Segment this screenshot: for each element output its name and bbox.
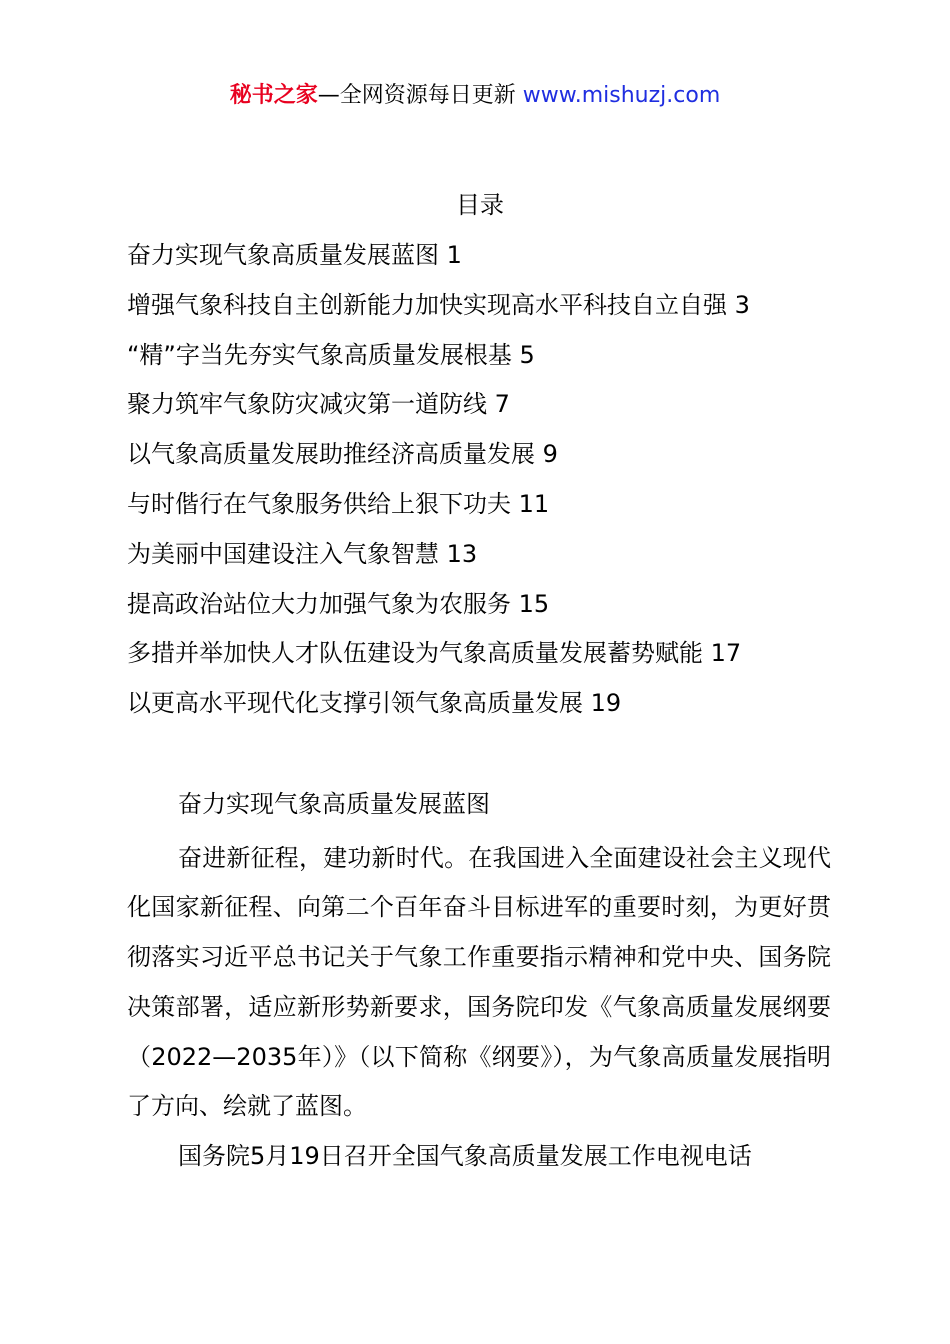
toc-item[interactable]: 以更高水平现代化支撑引领气象高质量发展 19: [127, 689, 622, 718]
toc-item[interactable]: 增强气象科技自主创新能力加快实现高水平科技自立自强 3: [127, 290, 750, 319]
toc-item[interactable]: 为美丽中国建设注入气象智慧 13: [127, 539, 478, 568]
site-tagline: —全网资源每日更新: [317, 83, 516, 108]
site-header: [0, 80, 950, 112]
toc-item[interactable]: “精”字当先夯实气象高质量发展根基 5: [127, 340, 535, 369]
article-paragraph: 奋进新征程，建功新时代。在我国进入全面建设社会主义现代化国家新征程、向第二个百年奋斗目标进军的重要时刻，为更好贯彻落实习近平总书记关于气象工作重要指示精神和党中央、国务院决策部署，适应新形势新要求，国务院印发《气象高质量发展纲要（2022—2035年）》（以下简称《纲要》），为气象高质量发展指明了方向、绘就了蓝图。: [127, 843, 831, 1121]
toc-item[interactable]: 与时偕行在气象服务供给上狠下功夫 11: [127, 489, 550, 518]
table-of-contents: [127, 235, 847, 733]
toc-title: 目录: [456, 191, 504, 219]
article-title: 奋力实现气象高质量发展蓝图: [178, 790, 490, 818]
article-body: [127, 784, 831, 1182]
toc-item[interactable]: 奋力实现气象高质量发展蓝图 1: [127, 241, 462, 269]
site-brand: 秘书之家: [229, 83, 318, 108]
toc-item[interactable]: 以气象高质量发展助推经济高质量发展 9: [127, 440, 558, 469]
toc-item[interactable]: 多措并举加快人才队伍建设为气象高质量发展蓄势赋能 17: [127, 639, 742, 668]
article-paragraph: 国务院5月19日召开全国气象高质量发展工作电视电话: [178, 1141, 752, 1170]
toc-item[interactable]: 聚力筑牢气象防灾减灾第一道防线 7: [127, 390, 510, 419]
toc-item[interactable]: 提高政治站位大力加强气象为农服务 15: [127, 589, 550, 618]
site-url-link[interactable]: www.mishuzj.com: [522, 83, 721, 108]
